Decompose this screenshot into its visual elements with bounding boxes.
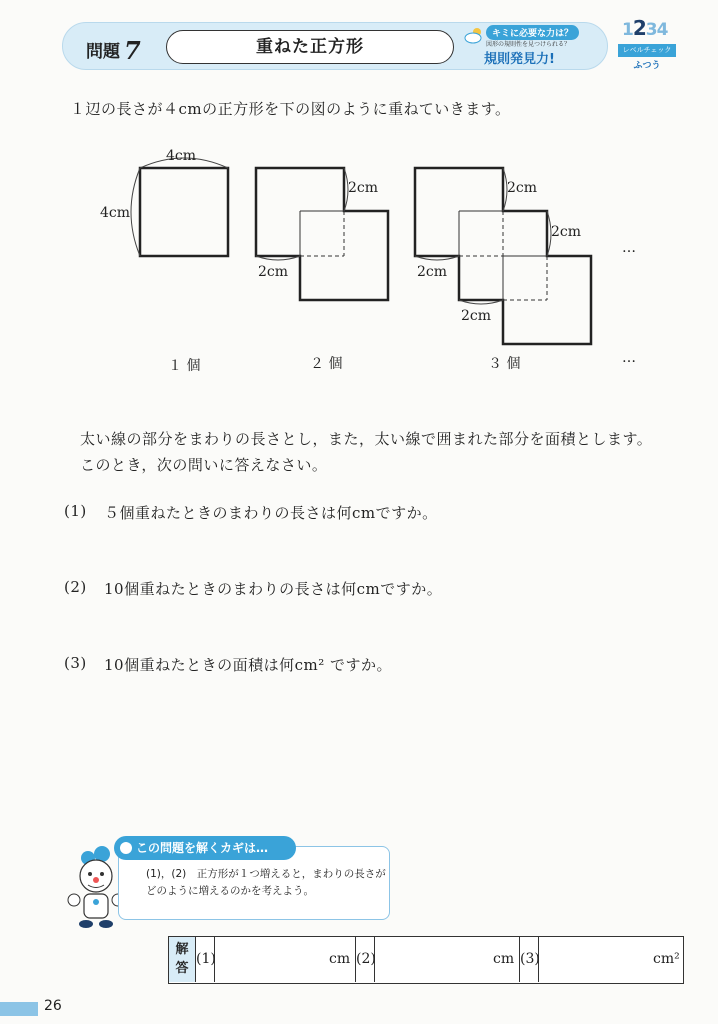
question-2-text: 10個重ねたときのまわりの長さは何cmですか。 [104,580,443,598]
squares-diagram [90,140,660,380]
needed-question: キミに必要な力は？ [486,25,579,40]
answer-table [168,936,684,984]
cloud-sun-icon [464,26,484,44]
brace-left [131,168,140,256]
label-side-left: 4cm [100,205,131,221]
difficulty-label: ふつう [633,61,661,71]
question-3-number: (3) [64,654,87,672]
level-check [618,16,678,72]
page-bar [0,1002,38,1016]
label-2cm-d: 2cm [551,224,582,240]
question-1-text: ５個重ねたときのまわりの長さは何cmですか。 [104,504,438,522]
level-digit-after: 34 [645,20,668,40]
question-3-text: 10個重ねたときの面積は何cm² ですか。 [104,656,392,674]
level-digit-before: 1 [622,20,633,40]
intro-text: １辺の長さが４cmの正方形を下の図のように重ねていきます。 [70,100,511,118]
hint-title-tab [114,836,296,860]
label-2cm-e: 2cm [417,264,448,280]
hint-text: (1)，(2) 正方形が１つ増えると，まわりの長さがどのように増えるのかを考えよう。 [146,868,386,897]
square-1 [140,168,228,256]
caption-1: １ 個 [168,358,201,374]
level-digits [622,16,667,40]
answer-unit-2: cm [493,951,515,967]
problem-number: 7 [124,36,141,65]
answer-label-1: 解 [175,942,189,957]
answer-number-1: (1) [195,937,215,982]
needed-sub: 図形の規則性を見つけられる？ [486,41,571,48]
caption-3: ３ 個 [488,356,521,372]
ellipsis-top: … [622,240,636,256]
hint-title: この問題を解くカギは… [136,841,269,855]
ellipsis-bottom: … [622,350,636,366]
label-2cm-f: 2cm [461,308,492,324]
needed-skill [464,24,614,68]
answer-label-2: 答 [175,961,189,976]
answer-label [169,937,195,982]
answer-number-3: (3) [519,937,539,982]
level-digit-current: 2 [632,16,646,40]
description-line-2: このとき，次の問いに答えなさい。 [80,456,328,474]
key-icon [120,842,132,854]
label-2cm-b: 2cm [258,264,289,280]
question-1-number: (1) [64,502,87,520]
label-2cm-a: 2cm [348,180,379,196]
needed-power: 規則発見力! [484,52,555,67]
problem-label [86,34,141,63]
label-2cm-c: 2cm [507,180,538,196]
answer-unit-1: cm [329,951,351,967]
squares-figure [90,140,660,384]
answer-unit-3: cm² [653,951,680,967]
question-2-number: (2) [64,578,87,596]
page-number: 26 [44,998,62,1014]
caption-2: ２ 個 [310,356,343,372]
answer-number-2: (2) [355,937,375,982]
label-side-top: 4cm [166,148,197,164]
level-check-label: レベルチェック [618,44,676,57]
problem-label-text: 問題 [86,42,120,62]
problem-title: 重ねた正方形 [166,30,454,64]
description-line-1: 太い線の部分をまわりの長さとし，また，太い線で囲まれた部分を面積とします。 [80,430,653,448]
